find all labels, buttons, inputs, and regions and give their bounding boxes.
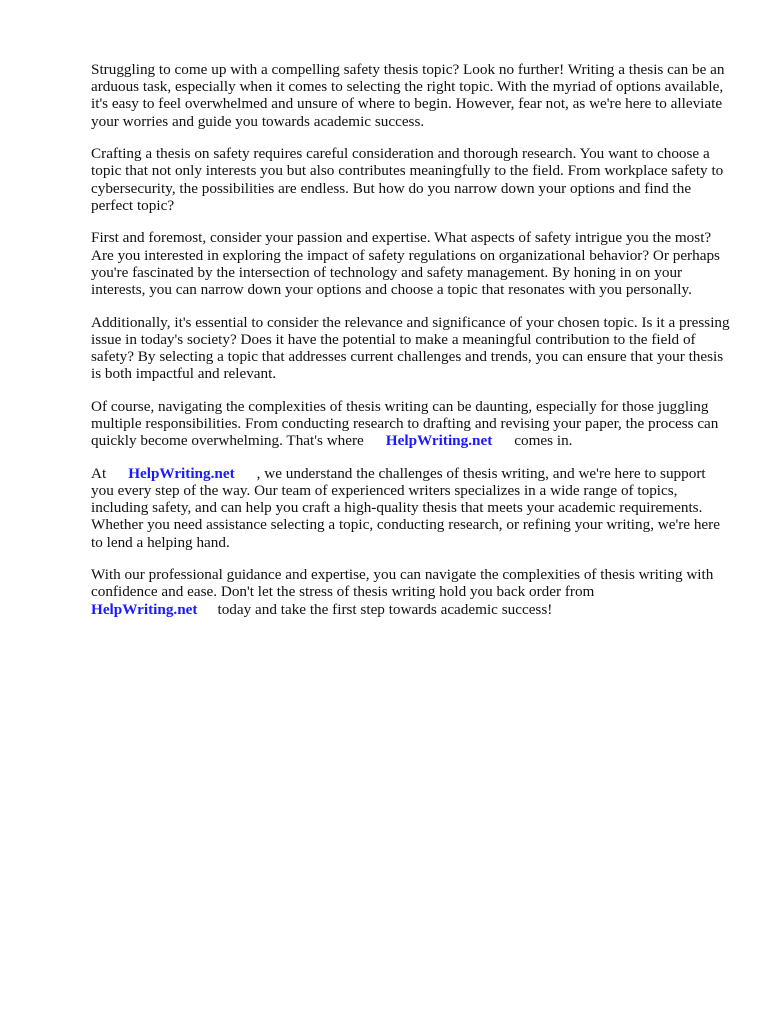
paragraph-support-text: , we understand the challenges of thesis writing, and we're here to support you every step of the way. Our team of experienced writers specializes in a wide range of topics, including safety, and can help you craft a high-quality thesis that meets your academic requirements. Whether you need assistance selecting a topic, conducting research, or refining your writing, we're here to lend a helping hand. <box>91 464 720 551</box>
document-page <box>91 61 731 633</box>
paragraph-closing-text: With our professional guidance and expertise, you can navigate the complexities of thesis writing with confidence and ease. Don't let the stress of thesis writing hold you back order from <box>91 566 714 601</box>
paragraph-closing <box>91 566 731 618</box>
paragraph-crafting: Crafting a thesis on safety requires careful consideration and thorough research. You want to choose a topic that not only interests you but also contributes meaningfully to the field. From workplace safety to cybersecurity, the possibilities are endless. But how do you narrow down your options and find the perfect topic? <box>91 145 724 214</box>
paragraph-passion: First and foremost, consider your passion and expertise. What aspects of safety intrigue you the most? Are you interested in exploring the impact of safety regulations on organizational behavior? Or perhaps you're fascinated by the intersection of technology and safety management. By honing in on your interests, you can narrow down your options and choose a topic that resonates with you personally. <box>91 229 720 299</box>
paragraph-complexities-tail: comes in. <box>514 432 573 450</box>
helpwriting-link[interactable]: HelpWriting.net <box>128 464 235 482</box>
helpwriting-link[interactable]: HelpWriting.net <box>385 432 493 450</box>
paragraph-relevance: Additionally, it's essential to consider the relevance and significance of your chosen topic. Is it a pressing issue in today's society? Does it have the potential to make a meaningful contribution to the field of safety? By selecting a topic that addresses current challenges and trends, you can ensure that your thesis is both impactful and relevant. <box>91 313 730 383</box>
paragraph-support <box>91 465 731 551</box>
paragraph-intro: Struggling to come up with a compelling safety thesis topic? Look no further! Writing a thesis can be an arduous task, especially when it comes to selecting the right topic. With the myriad of options available, it's easy to feel overwhelmed and unsure of where to begin. However, fear not, as we're here to alleviate your worries and guide you towards academic success. <box>91 61 725 130</box>
paragraph-closing-tail: today and take the first step towards academic success! <box>217 600 553 618</box>
paragraph-complexities <box>91 398 731 450</box>
paragraph-support-lead: At <box>91 464 107 482</box>
paragraph-complexities-text: Of course, navigating the complexities of thesis writing can be daunting, especially for those juggling multiple responsibilities. From conducting research to drafting and revising your paper, the process can quickly become overwhelming. That's where <box>91 397 719 450</box>
helpwriting-link[interactable]: HelpWriting.net <box>91 600 198 618</box>
